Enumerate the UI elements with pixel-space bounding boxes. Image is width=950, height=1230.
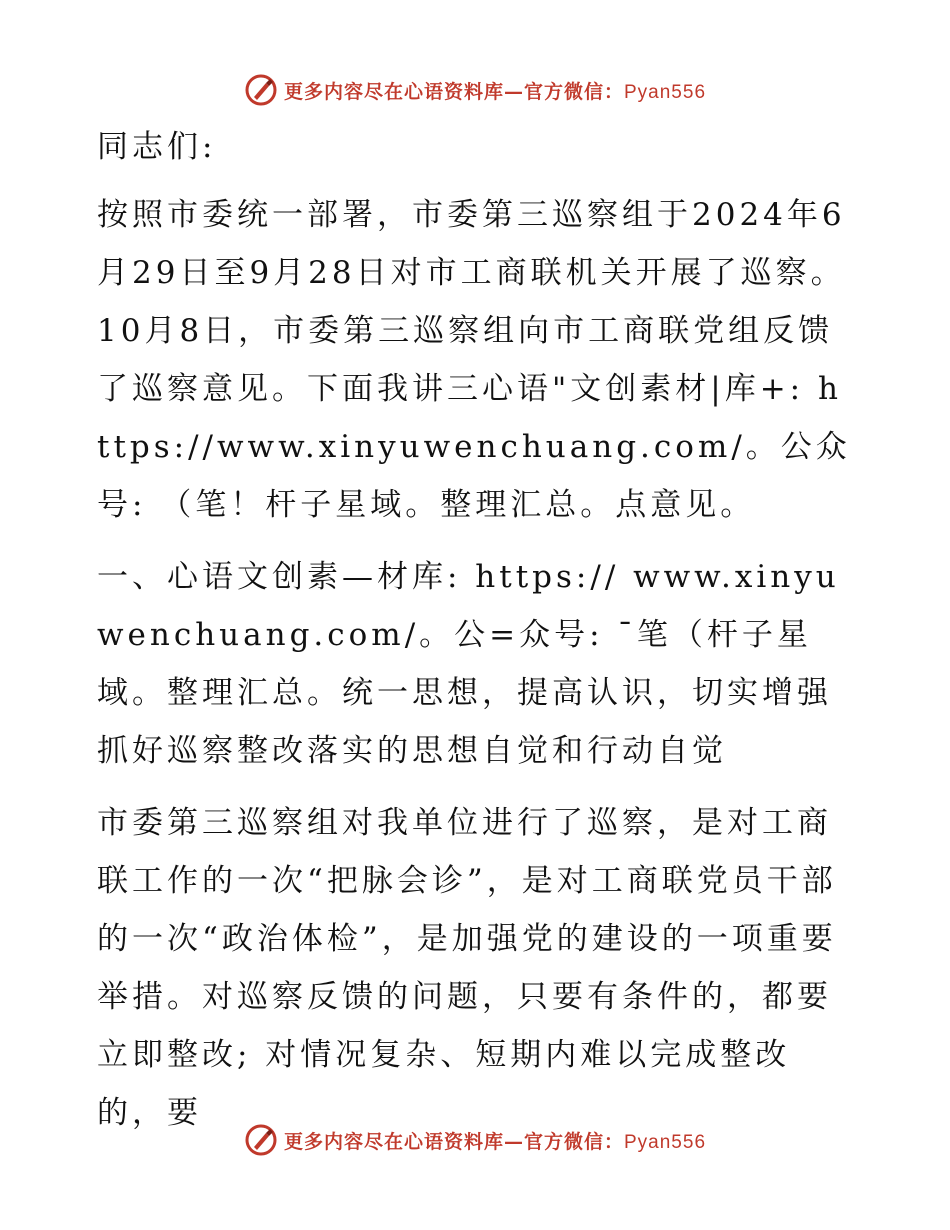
banner-text: 更多内容尽在心语资料库—官方微信：Pyan556 (283, 1130, 707, 1153)
paragraph-3: 市委第三巡察组对我单位进行了巡察，是对工商联工作的一次“把脉会诊”，是对工商联党员干部的一次“政治体检”，是加强党的建设的一项重要举措。对巡察反馈的问题，只要有条件的，都要立即整改; 对情况复杂、短期内难以完成整改的，要 (97, 805, 837, 1131)
wechat-id: Pyan556 (624, 1131, 707, 1153)
banner-text: 更多内容尽在心语资料库—官方微信：Pyan556 (283, 80, 707, 103)
document-body (97, 118, 857, 1156)
header-banner (0, 70, 950, 110)
footer-banner (0, 1120, 950, 1160)
greeting: 同志们: (97, 129, 217, 165)
paragraph-2: 一、心语文创素—材库: https:// www.xinyuwenchuang.com/。公=众号: ¯笔（杆子星域。整理汇总。统一思想，提高认识，切实增强抓好巡察整改落实的思想自觉和行动自觉 (97, 559, 840, 769)
pen-logo-icon (244, 73, 278, 107)
paragraph-1: 按照市委统一部署，市委第三巡察组于2024年6月29日至9月28日对市工商联机关开展了巡察。10月8日，市委第三巡察组向市工商联党组反馈了巡察意见。下面我讲三心语"文创素材|库+: https://www.xinyuwenchuang.com/。公众号: （笔！杆子星域。整理汇总。点意见。 (97, 197, 851, 523)
pen-logo-icon (244, 1123, 278, 1157)
wechat-id: Pyan556 (624, 81, 707, 103)
